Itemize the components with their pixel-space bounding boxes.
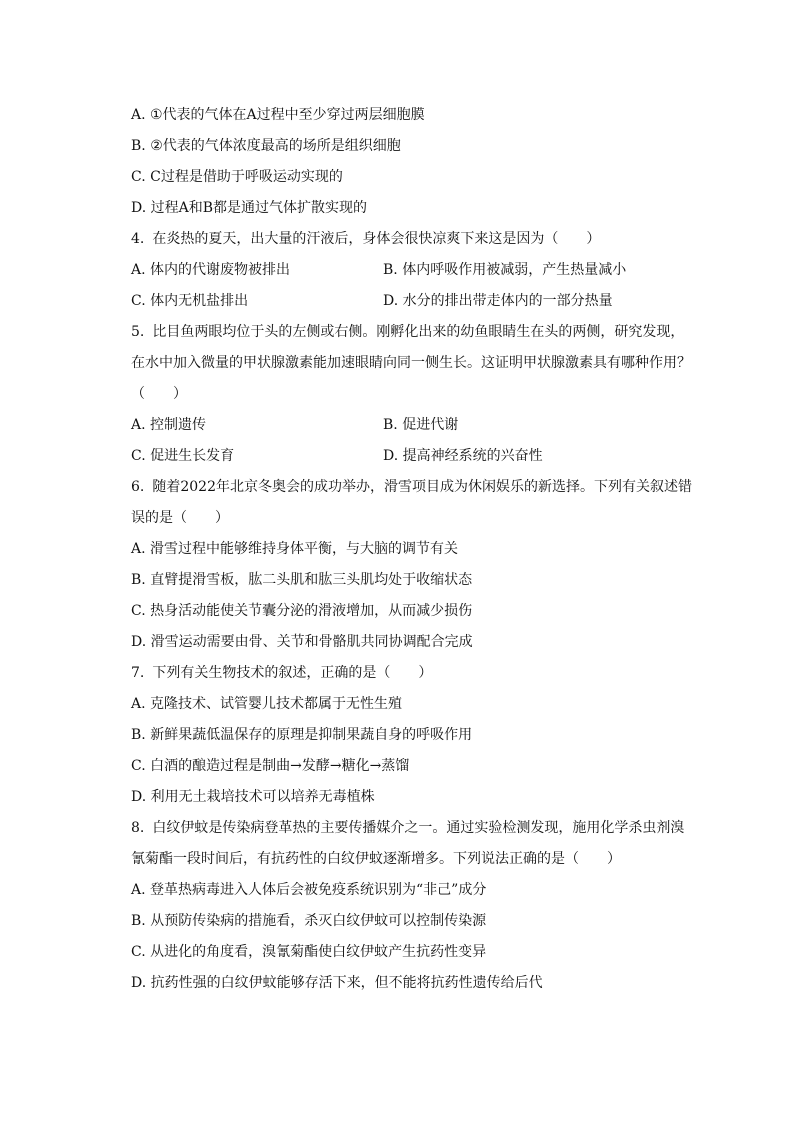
q6-stem-line-1 (131, 472, 691, 503)
q7-option-d: D. 利用无土栽培技术可以培养无毒植株 (131, 789, 375, 805)
q5-stem-line-1 (131, 317, 691, 348)
q8-option-a: A. 登革热病毒进入人体后会被免疫系统识别为“非己”成分 (131, 882, 487, 898)
q8-stem-line-2: 氰菊酯一段时间后，有抗药性的白纹伊蚊逐渐增多。下列说法正确的是（ ） (131, 851, 621, 867)
q6-option-a: A. 滑雪过程中能够维持身体平衡，与大脑的调节有关 (131, 541, 459, 557)
q4-stem (131, 224, 691, 255)
question-content (131, 100, 691, 999)
q6-option-d: D. 滑雪运动需要由骨、关节和骨骼肌共同协调配合完成 (131, 634, 473, 650)
q8-option-c: C. 从进化的角度看，溴氰菊酯使白纹伊蚊产生抗药性变异 (131, 944, 487, 960)
q7-stem (131, 658, 691, 689)
q5-option-c: C. 促进生长发育 (131, 448, 235, 464)
q3-option-d: D. 过程A和B都是通过气体扩散实现的 (131, 200, 368, 216)
q3-option-b: B. ②代表的气体浓度最高的场所是组织细胞 (131, 138, 401, 154)
q8-option-b: B. 从预防传染病的措施看，杀灭白纹伊蚊可以控制传染源 (131, 913, 487, 929)
q7-number: 7. (131, 665, 145, 681)
q5-stem-text-1: 比目鱼两眼均位于头的左侧或右侧。刚孵化出来的幼鱼眼睛生在头的两侧，研究发现， (152, 324, 685, 340)
q4-option-d: D. 水分的排出带走体内的一部分热量 (383, 293, 613, 309)
q5-options-row-1 (131, 410, 691, 441)
q4-option-b: B. 体内呼吸作用被减弱，产生热量减小 (383, 262, 627, 278)
q4-number: 4. (131, 231, 145, 247)
q6-number: 6. (131, 479, 145, 495)
q5-stem-line-3: （ ） (131, 386, 187, 402)
q5-options-row-2 (131, 441, 691, 472)
q7-option-b: B. 新鲜果蔬低温保存的原理是抑制果蔬自身的呼吸作用 (131, 727, 473, 743)
q4-stem-text: 在炎热的夏天，出大量的汗液后，身体会很快凉爽下来这是因为（ ） (152, 231, 601, 247)
q3-option-c: C. C过程是借助于呼吸运动实现的 (131, 169, 343, 185)
q4-options-row-2 (131, 286, 691, 317)
q4-option-c: C. 体内无机盐排出 (131, 293, 249, 309)
q8-number: 8. (131, 820, 145, 836)
q6-option-b: B. 直臂提滑雪板，肱二头肌和肱三头肌均处于收缩状态 (131, 572, 473, 588)
q6-stem-line-2: 误的是（ ） (131, 510, 229, 526)
q3-option-a: A. ①代表的气体在A过程中至少穿过两层细胞膜 (131, 107, 425, 123)
q5-option-a: A. 控制遗传 (131, 417, 207, 433)
q7-option-a: A. 克隆技术、试管婴儿技术都属于无性生殖 (131, 696, 403, 712)
q5-option-b: B. 促进代谢 (383, 417, 459, 433)
q6-option-c: C. 热身活动能使关节囊分泌的滑液增加，从而减少损伤 (131, 603, 473, 619)
q5-stem-line-2: 在水中加入微量的甲状腺激素能加速眼睛向同一侧生长。这证明甲状腺激素具有哪种作用？ (131, 355, 691, 371)
q7-stem-text: 下列有关生物技术的叙述，正确的是（ ） (152, 665, 433, 681)
q7-option-c: C. 白酒的酿造过程是制曲→发酵→糖化→蒸馏 (131, 758, 410, 774)
q8-stem-line-1 (131, 813, 691, 844)
q5-number: 5. (131, 324, 145, 340)
q4-options-row-1 (131, 255, 691, 286)
q6-stem-text-1: 随着2022年北京冬奥会的成功举办，滑雪项目成为休闲娱乐的新选择。下列有关叙述错 (152, 479, 692, 495)
q5-option-d: D. 提高神经系统的兴奋性 (383, 448, 543, 464)
q8-stem-text-1: 白纹伊蚊是传染病登革热的主要传播媒介之一。通过实验检测发现，施用化学杀虫剂溴 (152, 820, 685, 836)
q4-option-a: A. 体内的代谢废物被排出 (131, 262, 291, 278)
q8-option-d: D. 抗药性强的白纹伊蚊能够存活下来，但不能将抗药性遗传给后代 (131, 975, 543, 991)
